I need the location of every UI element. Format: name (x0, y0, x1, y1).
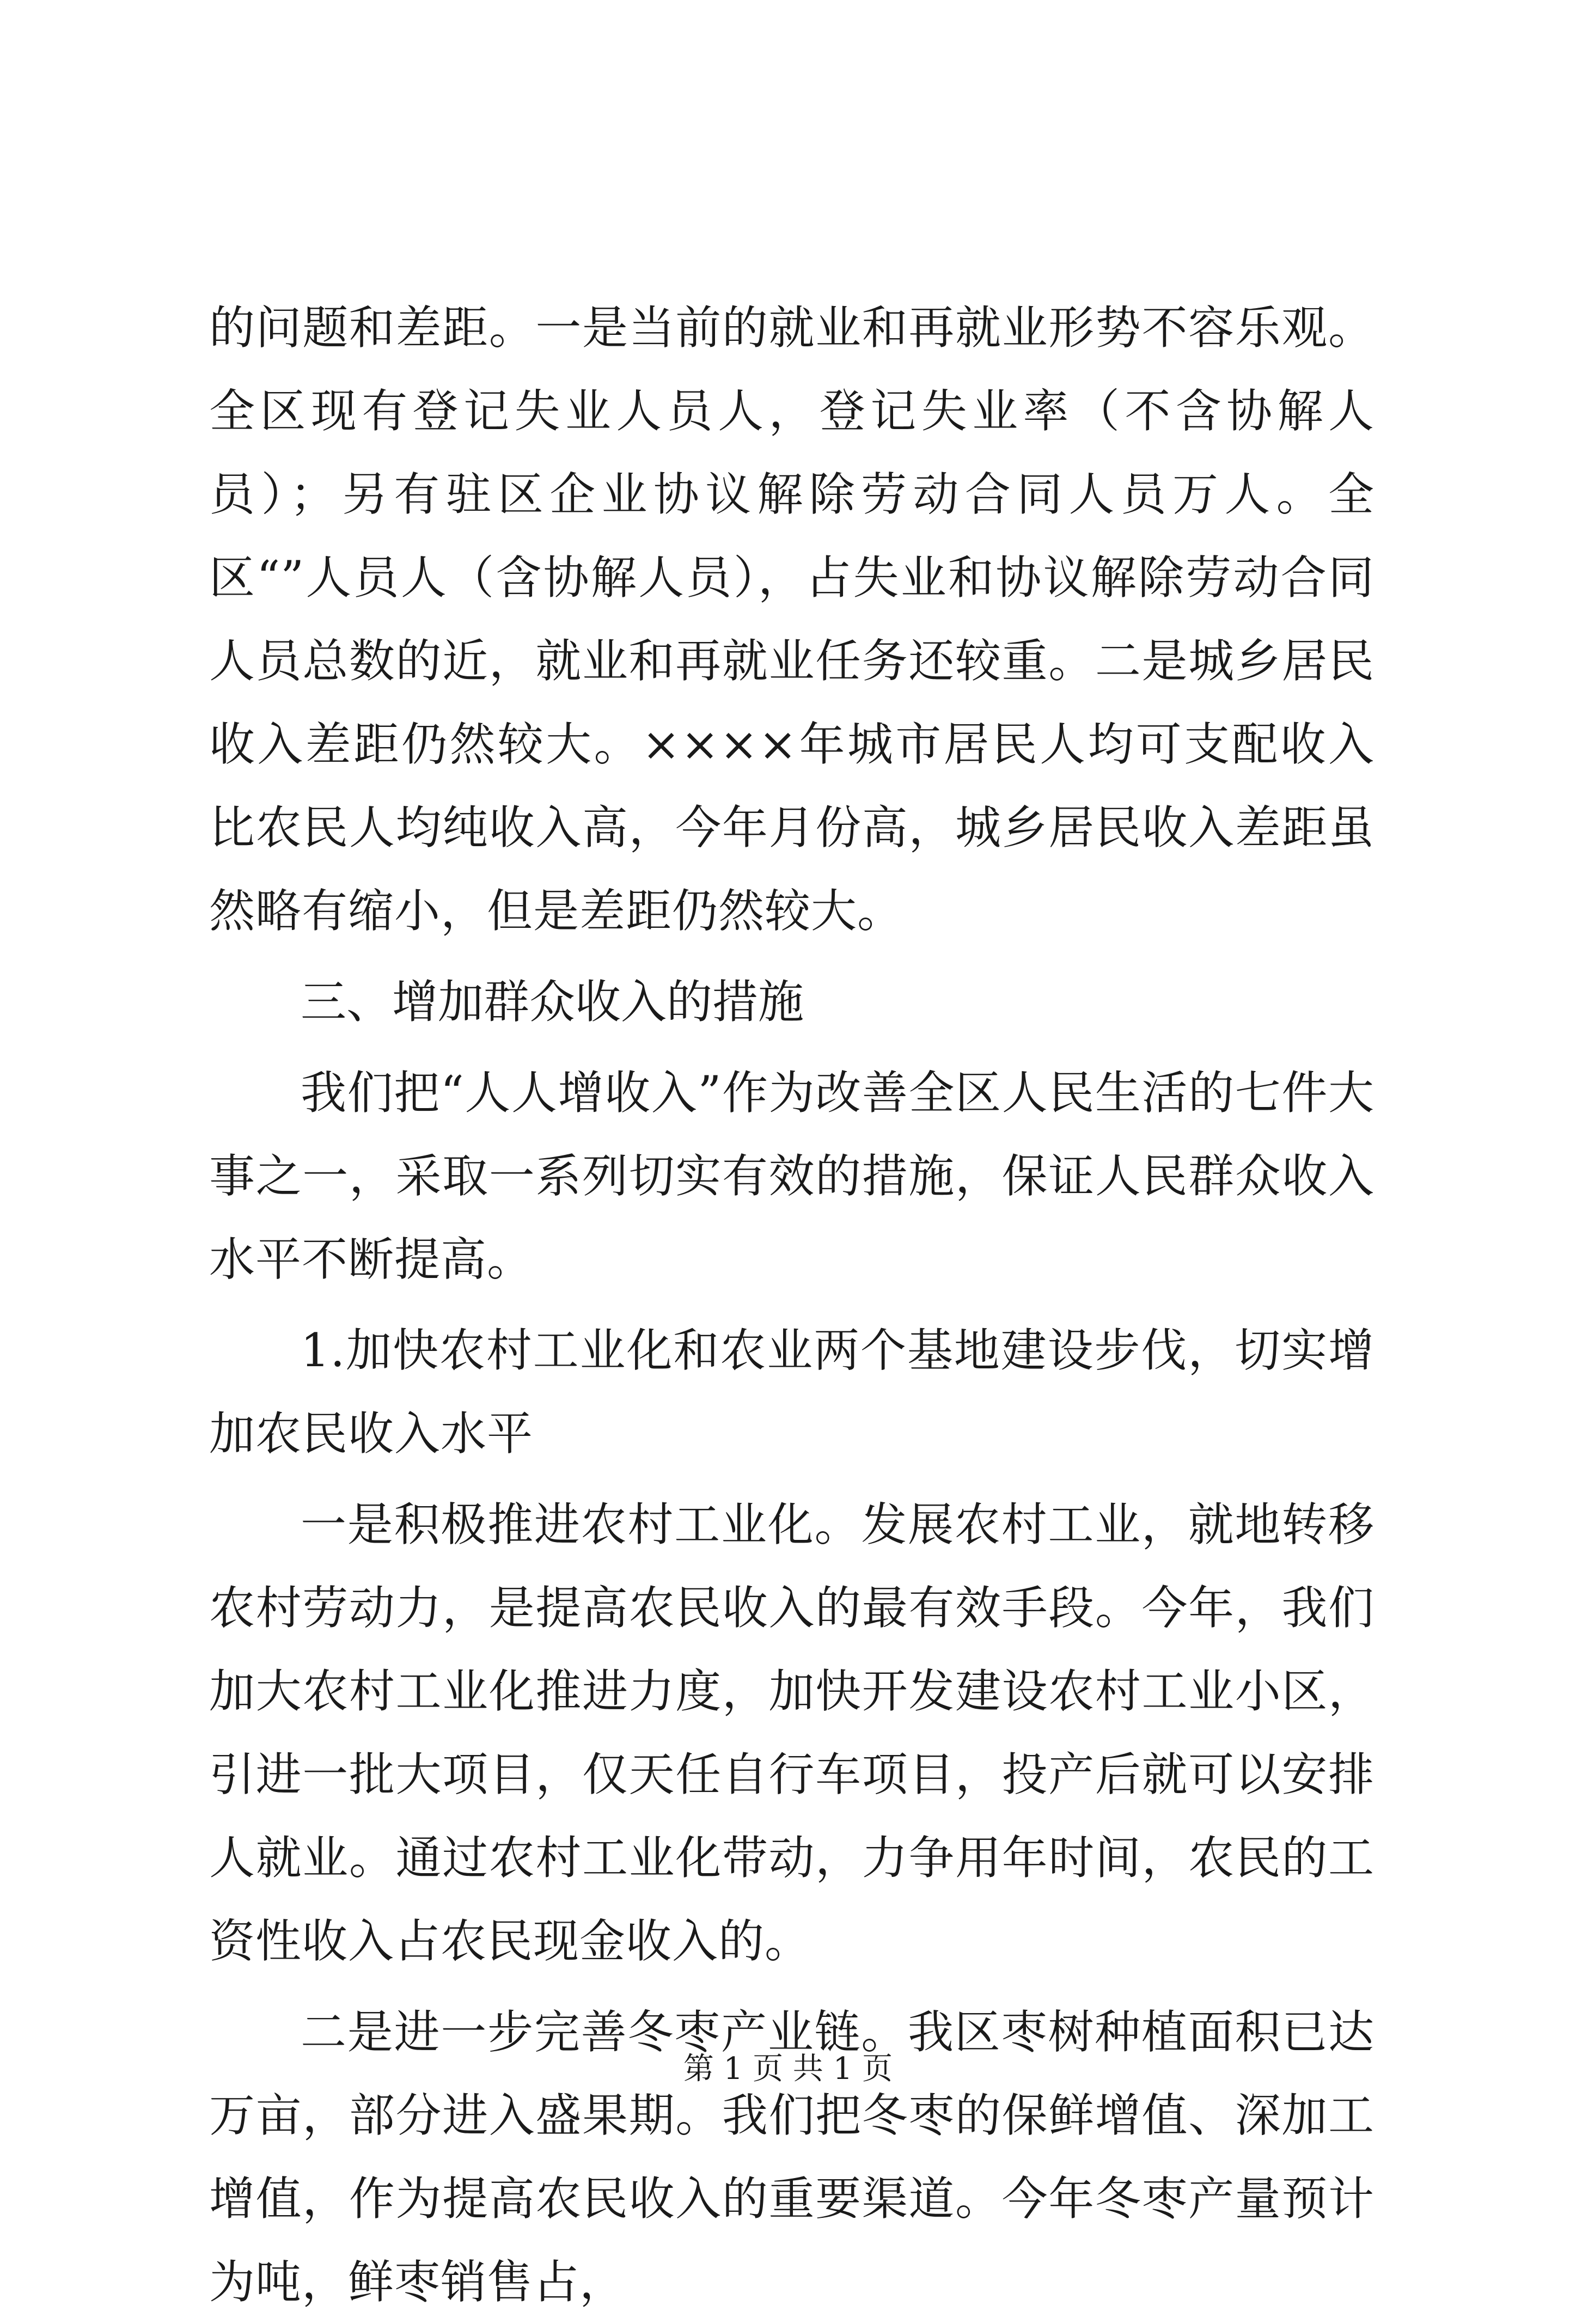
paragraph-employment-income-gap: 的问题和差距。一是当前的就业和再就业形势不容乐观。全区现有登记失业人员人，登记失业率（不含协解人员）；另有驻区企业协议解除劳动合同人员万人。全区“”人员人（含协解人员），占失业和协议解除劳动合同人员总数的近，就业和再就业任务还较重。二是城乡居民收入差距仍然较大。××××年城市居民人均可支配收入比农民人均纯收入高，今年月份高，城乡居民收入差距虽然略有缩小，但是差距仍然较大。 (209, 301, 1375, 938)
paragraph-seven-tasks: 我们把“人人增收入”作为改善全区人民生活的七件大事之一，采取一系列切实有效的措施，保证人民群众收入水平不断提高。 (209, 1066, 1375, 1286)
paragraph-rural-industry: 一是积极推进农村工业化。发展农村工业，就地转移农村劳动力，是提高农民收入的最有效手段。今年，我们加大农村工业化推进力度，加快开发建设农村工业小区，引进一批大项目，仅天任自行车项目，投产后就可以安排人就业。通过农村工业化带动，力争用年时间，农民的工资性收入占农民现金收入的。 (209, 1498, 1375, 1968)
paragraph-jujube-industry: 二是进一步完善冬枣产业链。我区枣树种植面积已达万亩，部分进入盛果期。我们把冬枣的保鲜增值、深加工增值，作为提高农民收入的重要渠道。今年冬枣产量预计为吨，鲜枣销售占， (209, 2005, 1375, 2309)
section-heading-measures: 三、增加群众收入的措施 (301, 975, 804, 1029)
page-footer: 第 1 页 共 1 页 (683, 2051, 893, 2087)
subheading-rural-industrialization: 1.加快农村工业化和农业两个基地建设步伐，切实增加农民收入水平 (209, 1324, 1375, 1460)
document-body (209, 286, 1375, 2324)
